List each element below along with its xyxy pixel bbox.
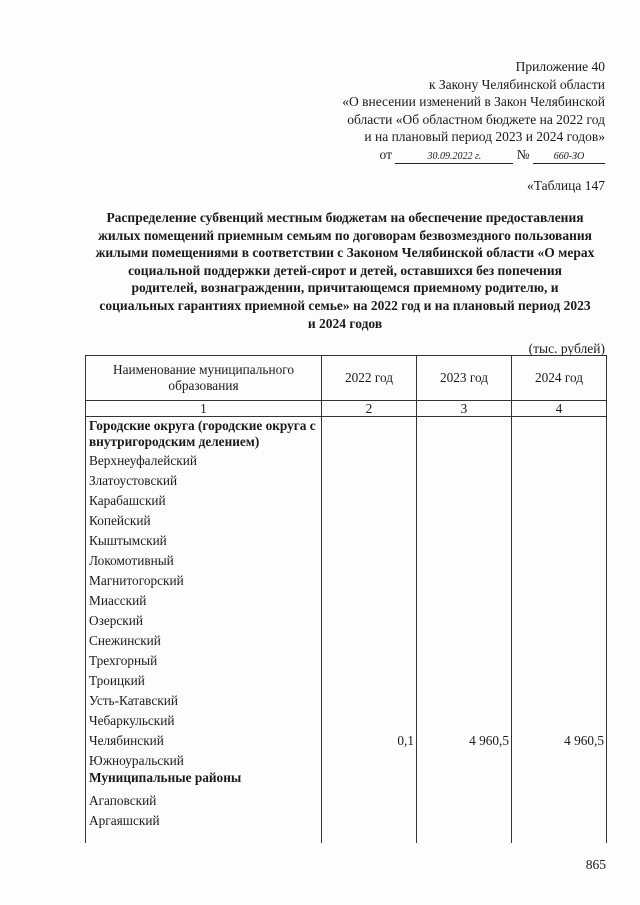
value-2023 [417, 489, 512, 509]
value-2024 [512, 549, 607, 569]
appendix-header [275, 58, 605, 164]
value-2022 [322, 449, 417, 469]
value-2024 [512, 469, 607, 489]
municipality-name: Кыштымский [86, 529, 322, 549]
law-date: 30.09.2022 г. [395, 150, 513, 164]
value-2022 [322, 669, 417, 689]
value-2022 [322, 749, 417, 769]
value-2024 [512, 629, 607, 649]
municipality-name: Троицкий [86, 669, 322, 689]
municipality-name: Озерский [86, 609, 322, 629]
value-2023 [417, 569, 512, 589]
appendix-line: к Закону Челябинской области [428, 76, 605, 92]
title-line: жилых помещений приемным семьям по договорам безвозмездного пользования [98, 227, 592, 243]
value-2024 [512, 529, 607, 549]
value-2023 [417, 749, 512, 769]
value-2023 [417, 689, 512, 709]
value-2023 [417, 509, 512, 529]
value-2024 [512, 569, 607, 589]
municipality-name: Златоустовский [86, 469, 322, 489]
table-row [86, 589, 607, 609]
value-2022 [322, 649, 417, 669]
value-2024 [512, 709, 607, 729]
title-line: и 2024 годов [307, 315, 383, 331]
table-row [86, 469, 607, 489]
group-name: Муниципальные районы [86, 769, 322, 789]
table-row [86, 729, 607, 749]
value-2022 [322, 489, 417, 509]
value-2023 [417, 789, 512, 809]
value-2024 [512, 689, 607, 709]
table-row [86, 809, 607, 829]
value-2022 [322, 709, 417, 729]
table-row-continuation [86, 829, 607, 843]
title-line: родителей, вознаграждении, причитающемся приемному родителю, и [131, 280, 559, 296]
municipality-name: Трехгорный [86, 649, 322, 669]
municipality-name: Аргаяшский [86, 809, 322, 829]
column-number: 1 [86, 401, 322, 417]
value-2024 [512, 509, 607, 529]
column-number: 3 [417, 401, 512, 417]
value-2023 [417, 589, 512, 609]
value-2024 [512, 789, 607, 809]
value-2022 [322, 809, 417, 829]
value-2023 [417, 709, 512, 729]
header-2023: 2023 год [417, 356, 512, 401]
title-line: Распределение субвенций местным бюджетам на обеспечение предоставления [106, 210, 584, 225]
value-2022 [322, 469, 417, 489]
value-2024 [512, 449, 607, 469]
value-2024 [512, 609, 607, 629]
value-2023 [417, 609, 512, 629]
table-row [86, 569, 607, 589]
value-2022 [322, 529, 417, 549]
table-row [86, 709, 607, 729]
header-2022: 2022 год [322, 356, 417, 401]
table-row [86, 549, 607, 569]
column-number: 4 [512, 401, 607, 417]
table-row [86, 789, 607, 809]
value-2024 [512, 749, 607, 769]
table-row [86, 649, 607, 669]
column-number: 2 [322, 401, 417, 417]
law-date-number-line [275, 146, 605, 164]
value-2024 [512, 649, 607, 669]
municipality-name: Верхнеуфалейский [86, 449, 322, 469]
municipality-name: Челябинский [86, 729, 322, 749]
value-2023 [417, 549, 512, 569]
law-number: 660-ЗО [533, 150, 605, 164]
table-row [86, 669, 607, 689]
value-2023 [417, 529, 512, 549]
table-row [86, 529, 607, 549]
value-2022 [322, 589, 417, 609]
appendix-line: Приложение 40 [515, 59, 605, 74]
value-2024 [512, 589, 607, 609]
municipality-name: Магнитогорский [86, 569, 322, 589]
title-line: социальных гарантиях приемной семье» на 2022 год и на плановый период 2023 [99, 297, 591, 313]
municipality-name: Южноуральский [86, 749, 322, 769]
municipality-name: Копейский [86, 509, 322, 529]
appendix-line: и на плановый период 2023 и 2024 годов» [364, 129, 605, 145]
table-row [86, 689, 607, 709]
municipality-name: Карабашский [86, 489, 322, 509]
municipality-name: Усть-Катавский [86, 689, 322, 709]
title-line: социальной поддержки детей-сирот и детей, оставшихся без попечения [128, 262, 562, 278]
value-2023 [417, 629, 512, 649]
header-row [86, 356, 607, 401]
value-2022: 0,1 [322, 729, 417, 749]
value-2024: 4 960,5 [512, 729, 607, 749]
document-title [82, 209, 608, 332]
value-2022 [322, 569, 417, 589]
table-row [86, 489, 607, 509]
subvention-table [85, 355, 607, 843]
appendix-line: области «Об областном бюджете на 2022 год [347, 111, 605, 127]
header-2024: 2024 год [512, 356, 607, 401]
table-row [86, 629, 607, 649]
value-2022 [322, 689, 417, 709]
value-2023: 4 960,5 [417, 729, 512, 749]
page-number: 865 [585, 857, 606, 872]
table-row [86, 509, 607, 529]
table-row [86, 749, 607, 769]
unit-label: (тыс. рублей) [528, 341, 605, 356]
header-municipality: Наименование муниципального образования [86, 356, 322, 401]
table-reference: «Таблица 147 [527, 178, 605, 193]
value-2022 [322, 609, 417, 629]
municipality-name: Снежинский [86, 629, 322, 649]
table-row [86, 609, 607, 629]
group-name: Городские округа (городские округа с внутригородским делением) [86, 417, 322, 450]
municipality-name: Чебаркульский [86, 709, 322, 729]
value-2023 [417, 469, 512, 489]
value-2023 [417, 669, 512, 689]
appendix-line: «О внесении изменений в Закон Челябинской [342, 94, 605, 110]
value-2022 [322, 509, 417, 529]
date-prefix: от [379, 146, 392, 162]
group-row [86, 769, 607, 789]
number-prefix: № [516, 146, 530, 162]
municipality-name: Локомотивный [86, 549, 322, 569]
value-2024 [512, 489, 607, 509]
value-2023 [417, 809, 512, 829]
value-2022 [322, 629, 417, 649]
municipality-name: Миасский [86, 589, 322, 609]
value-2023 [417, 449, 512, 469]
column-number-row [86, 401, 607, 417]
value-2024 [512, 669, 607, 689]
value-2023 [417, 649, 512, 669]
group-row [86, 417, 607, 450]
municipality-name: Агаповский [86, 789, 322, 809]
table-row [86, 449, 607, 469]
title-line: жилыми помещениями в соответствии с Законом Челябинской области «О мерах [95, 245, 595, 261]
value-2024 [512, 809, 607, 829]
value-2022 [322, 789, 417, 809]
value-2022 [322, 549, 417, 569]
